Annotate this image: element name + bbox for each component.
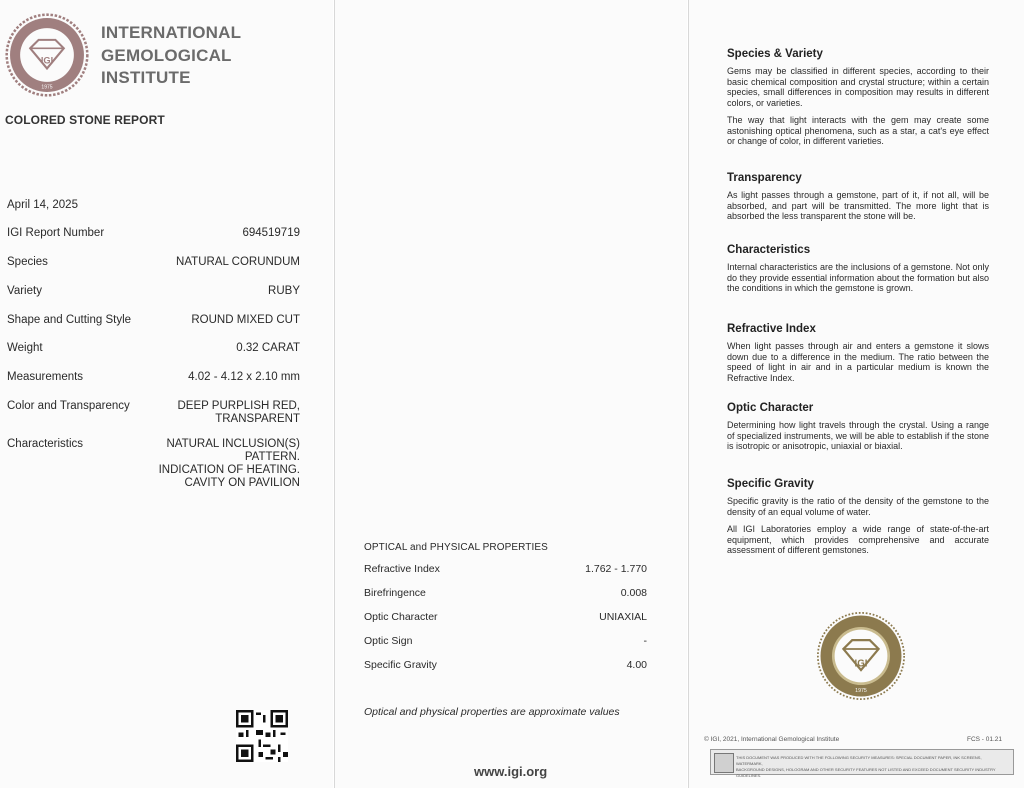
igi-gold-seal [817,612,905,700]
field-label: Measurements [7,371,84,383]
section-paragraph: Gems may be classified in different species, according to their basic chemical composition and crystal structure; within a certain species, small differences in composition may results in different colors, or varieties. [727,66,989,108]
org-name-line: GEMOLOGICAL [101,45,232,65]
section-title: Optic Character [727,402,814,414]
qr-code[interactable] [236,710,288,762]
optical-properties-title: OPTICAL and PHYSICAL PROPERTIES [364,542,548,553]
field-value: DEEP PURPLISH RED, TRANSPARENT [177,400,300,425]
section-paragraph: Specific gravity is the ratio of the density of the gemstone to the density of an equal volume of water. [727,496,989,517]
section-characteristics [727,244,989,301]
glossary-panel [688,0,1024,788]
section-paragraph: Internal characteristics are the inclusions of a gemstone. Not only do they provide essential information about the formation but also the conditions in which the gemstone is grown. [727,262,989,293]
lock-icon [714,753,734,773]
field-value: ROUND MIXED CUT [191,314,300,326]
section-paragraph: Determining how light travels through the crystal. Using a range of specialized instruments, we will be able to establish if the stone is isotropic or anisotropic, uniaxial or biaxial. [727,420,989,451]
igi-seal-logo [5,13,89,97]
field-value: 0.32 CARAT [236,342,300,354]
field-label: Variety [7,285,42,297]
field-label: Species [7,256,48,268]
field-label: Shape and Cutting Style [7,314,132,326]
field-value: RUBY [268,285,300,297]
security-text-line: THIS DOCUMENT WAS PRODUCED WITH THE FOLLOWING SECURITY MEASURES: SPECIAL DOCUMENT PAPER, INK SCREENS, WATERMARK, [736,755,982,766]
optical-properties-panel [334,0,687,788]
field-label: IGI Report Number [7,227,105,239]
field-value: NATURAL CORUNDUM [176,256,300,268]
section-title: Refractive Index [727,323,816,335]
seal-year: 1975 [855,688,867,695]
property-label: Optic Character [364,611,438,623]
property-value: - [643,635,647,647]
property-value: UNIAXIAL [599,611,647,623]
section-paragraph: As light passes through a gemstone, part of it, if not all, will be absorbed, and part will be transmitted. The more light that is absorbed the less transparent the stone will be. [727,190,989,221]
section-specific-gravity [727,478,989,563]
field-value: 694519719 [242,227,300,239]
seal-monogram: IGI [854,658,868,670]
section-transparency [727,172,989,229]
section-paragraph: All IGI Laboratories employ a wide range of state-of-the-art equipment, which provides comprehensive and accurate assessment of different gemstones. [727,524,989,555]
report-type: COLORED STONE REPORT [5,113,165,127]
section-title: Species & Variety [727,48,823,60]
org-name-line: INSTITUTE [101,68,191,87]
property-value: 4.00 [626,659,647,671]
report-front-panel [0,0,333,788]
field-value: 4.02 - 4.12 x 2.10 mm [188,371,300,383]
seal-monogram: IGI [40,55,54,66]
section-paragraph: When light passes through air and enters a gemstone it slows down due to a difference in the medium. The ratio between the speed of light in air and in a particular medium is known the Refractive Index. [727,341,989,383]
section-paragraph: The way that light interacts with the gem may create some astonishing optical phenomena, such as a star, a cat's eye effect or change of color, in different varieties. [727,115,989,146]
report-date: April 14, 2025 [7,199,78,211]
copyright-text: © IGI, 2021, International Gemological Institute [704,736,840,743]
property-label: Birefringence [364,587,426,599]
section-species-variety [727,48,989,154]
security-text-line: BACKGROUND DESIGNS, HOLOGRAM AND OTHER SECURITY FEATURES NOT LISTED AND EXCEED DOCUMENT SECURITY INDUSTRY GUIDELINES. [736,767,996,778]
property-value: 0.008 [620,587,647,599]
section-title: Specific Gravity [727,478,814,490]
property-label: Refractive Index [364,563,440,575]
form-code: FCS - 01.21 [967,736,1003,743]
org-name-line: INTERNATIONAL [101,23,242,42]
field-value: NATURAL INCLUSION(S) PATTERN. INDICATION OF HEATING. CAVITY ON PAVILION [158,438,300,489]
section-title: Transparency [727,172,802,184]
field-label: Color and Transparency [7,400,130,412]
property-value: 1.762 - 1.770 [585,563,647,575]
property-label: Specific Gravity [364,659,437,671]
field-label: Characteristics [7,438,84,450]
section-title: Characteristics [727,244,811,256]
security-features-box [710,749,1014,778]
section-refractive-index [727,323,989,390]
field-label: Weight [7,342,43,354]
seal-year: 1975 [41,84,53,91]
section-optic-character [727,402,989,459]
org-name [101,22,241,90]
approximate-values-note: Optical and physical properties are approximate values [364,706,620,718]
website-link[interactable]: www.igi.org [474,764,548,779]
property-label: Optic Sign [364,635,413,647]
